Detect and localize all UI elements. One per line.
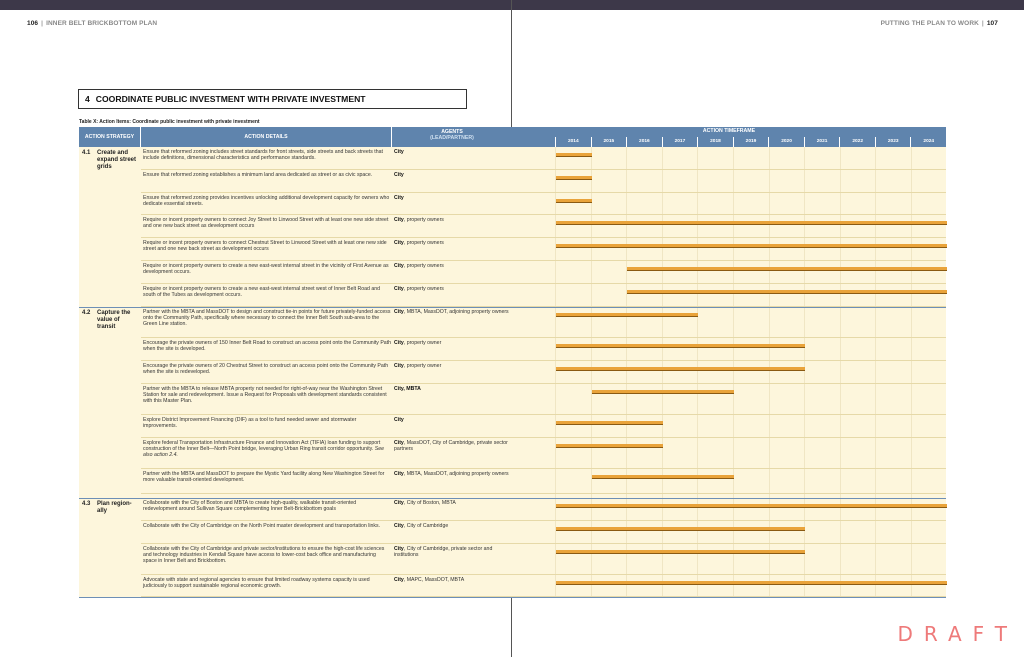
action-agents bbox=[394, 500, 512, 506]
action-agents bbox=[394, 195, 512, 201]
timeframe-year-2020: 2020 bbox=[768, 137, 804, 147]
timeframe-bar bbox=[627, 267, 947, 271]
table-bottom-rule bbox=[79, 597, 946, 598]
action-agents bbox=[394, 217, 512, 223]
left-page-title: INNER BELT BRICKBOTTOM PLAN bbox=[46, 20, 158, 27]
timeframe-bar bbox=[556, 504, 947, 508]
agent-lead: City bbox=[394, 500, 404, 506]
draft-watermark: DRAFT bbox=[897, 622, 1018, 646]
timeframe-year-2023: 2023 bbox=[875, 137, 911, 147]
action-agents bbox=[394, 172, 512, 178]
action-agents bbox=[394, 340, 512, 346]
top-bar bbox=[0, 0, 1024, 10]
action-row bbox=[141, 338, 946, 361]
agent-lead: City bbox=[394, 217, 404, 223]
action-row bbox=[141, 544, 946, 575]
timeframe-year-2021: 2021 bbox=[804, 137, 840, 147]
timeframe-bar bbox=[556, 199, 592, 203]
action-row bbox=[141, 384, 946, 415]
action-row bbox=[141, 498, 946, 521]
action-details: Partner with the MBTA and MassDOT to prepare the Mystic Yard facility along New Washington Street for more valuable transit-oriented development. bbox=[143, 471, 385, 484]
agent-lead: City bbox=[394, 240, 404, 246]
agent-lead: City bbox=[394, 149, 404, 155]
timeframe-bar bbox=[556, 344, 805, 348]
timeframe-bar bbox=[592, 475, 734, 479]
agent-partners: , property owners bbox=[403, 240, 444, 246]
agent-partners: , property owners bbox=[403, 286, 444, 292]
action-agents bbox=[394, 309, 512, 315]
col-header-timeframe bbox=[512, 127, 946, 147]
action-row bbox=[141, 147, 946, 170]
running-header-left: 106 | INNER BELT BRICKBOTTOM PLAN bbox=[27, 20, 158, 27]
action-row bbox=[141, 469, 946, 494]
action-agents bbox=[394, 417, 512, 423]
strategy-separator bbox=[79, 498, 946, 499]
agent-lead: City, MBTA bbox=[394, 386, 421, 392]
action-row bbox=[141, 521, 946, 544]
action-details: Encourage the private owners of 150 Inner Belt Road to construct an access point onto the Community Path when the site is developed. bbox=[143, 340, 391, 353]
agent-lead: City bbox=[394, 340, 404, 346]
action-agents bbox=[394, 440, 512, 452]
timeframe-bar bbox=[627, 290, 947, 294]
action-row bbox=[141, 575, 946, 597]
timeframe-bar bbox=[556, 550, 805, 554]
agent-lead: City bbox=[394, 363, 404, 369]
col-header-agents-label: AGENTS bbox=[441, 129, 463, 135]
agent-partners: , property owners bbox=[403, 263, 444, 269]
action-details: Require or incent property owners to connect Chestnut Street to Linwood Street with at least one new side street and one new back street as development occurs bbox=[143, 240, 387, 253]
action-details: Collaborate with the City of Boston and MBTA to create high-quality, walkable transit-oriented redevelopment around Sullivan Square complementing Inner Belt-Brickbottom goals bbox=[143, 500, 357, 513]
strategy-number: 4.3 bbox=[82, 501, 91, 507]
timeframe-bar bbox=[556, 444, 663, 448]
strategy-number: 4.1 bbox=[82, 150, 91, 156]
action-details: Partner with the MBTA to release MBTA property not needed for right-of-way near the Washington Street Station for sale and redevelopment. Issue a Request for Proposals with development standards consistent with this Master Plan. bbox=[143, 386, 387, 405]
action-row bbox=[141, 307, 946, 338]
right-page-title: PUTTING THE PLAN TO WORK bbox=[880, 20, 979, 27]
action-agents bbox=[394, 471, 512, 477]
action-agents bbox=[394, 577, 512, 583]
timeframe-bar bbox=[556, 244, 947, 248]
action-row bbox=[141, 261, 946, 284]
agent-lead: City bbox=[394, 286, 404, 292]
left-page-number: 106 bbox=[27, 20, 39, 27]
agent-partners: , property owner bbox=[403, 363, 442, 369]
timeframe-year-2018: 2018 bbox=[697, 137, 733, 147]
action-row bbox=[141, 215, 946, 238]
action-agents bbox=[394, 286, 512, 292]
timeframe-bar bbox=[556, 527, 805, 531]
timeframe-year-2017: 2017 bbox=[662, 137, 698, 147]
action-details: Ensure that reformed zoning provides incentives unlocking additional development capacity for owners who dedicate essential streets. bbox=[143, 195, 390, 208]
action-row bbox=[141, 415, 946, 438]
agent-lead: City bbox=[394, 195, 404, 201]
timeframe-year-2024: 2024 bbox=[910, 137, 946, 147]
action-details: Explore federal Transportation Infrastructure Finance and Innovation Act (TIFIA) loan funding to support construction of the Inner Belt—North Point bridge, leveraging Urban Ring transit corridor opportunity. See also action 2.4. bbox=[143, 440, 384, 459]
col-header-agents-sub: (LEAD/PARTNER) bbox=[430, 135, 474, 141]
action-row bbox=[141, 170, 946, 193]
timeframe-year-2016: 2016 bbox=[626, 137, 662, 147]
timeframe-bar bbox=[556, 581, 947, 585]
action-agents bbox=[394, 386, 512, 392]
timeframe-year-2022: 2022 bbox=[839, 137, 875, 147]
action-details: Advocate with state and regional agencies to ensure that limited roadway systems capacity is used judiciously to support sustainable regional economic growth. bbox=[143, 577, 370, 590]
action-row bbox=[141, 438, 946, 469]
agent-partners: , City of Boston, MBTA bbox=[403, 500, 456, 506]
col-header-agents bbox=[392, 127, 512, 147]
agent-lead: City bbox=[394, 263, 404, 269]
agent-lead: City bbox=[394, 417, 404, 423]
agent-partners: , City of Cambridge, private sector and institutions bbox=[394, 546, 493, 559]
action-details-note: See also action 2.4. bbox=[143, 446, 384, 459]
action-row bbox=[141, 361, 946, 384]
action-details: Require or incent property owners to connect Joy Street to Linwood Street with at least one new side street and one new back street as development occurs bbox=[143, 217, 389, 230]
action-details: Partner with the MBTA and MassDOT to design and construct tie-in points for future privately-funded access onto the Community Path, specifically where necessary to connect the Inner Belt South sub-area to the Green Line station. bbox=[143, 309, 391, 328]
col-header-strategy: ACTION STRATEGY bbox=[79, 127, 140, 147]
action-details: Ensure that reformed zoning includes street standards for front streets, side streets and back streets that include definitions, dimensional characteristics and performance standards. bbox=[143, 149, 383, 162]
agent-partners: , MBTA, MassDOT, adjoining property owners bbox=[403, 471, 509, 477]
agent-lead: City bbox=[394, 309, 404, 315]
agent-partners: , MassDOT, City of Cambridge, private sector partners bbox=[394, 440, 508, 453]
section-title-box bbox=[78, 89, 467, 109]
timeframe-year-2014: 2014 bbox=[555, 137, 591, 147]
strategy-name: Create and expand street grids bbox=[97, 150, 137, 170]
action-details: Ensure that reformed zoning establishes a minimum land area dedicated as street or as civic space. bbox=[143, 172, 373, 178]
timeframe-bar bbox=[556, 153, 592, 157]
agent-lead: City bbox=[394, 172, 404, 178]
agent-partners: , City of Cambridge bbox=[403, 523, 449, 529]
action-details: Require or incent property owners to create a new east-west internal street west of Inner Belt Road and south of the Tubes as development occurs. bbox=[143, 286, 381, 299]
action-details: Encourage the private owners of 20 Chestnut Street to construct an access point onto the Community Path when the site is redeveloped. bbox=[143, 363, 389, 376]
strategy-number: 4.2 bbox=[82, 310, 91, 316]
action-agents bbox=[394, 546, 512, 558]
strategy-name: Capture the value of transit bbox=[97, 310, 131, 330]
action-details: Require or incent property owners to create a new east-west internal street in the vicinity of First Avenue as development occurs. bbox=[143, 263, 389, 276]
action-row bbox=[141, 238, 946, 261]
col-header-timeframe-label: ACTION TIMEFRAME bbox=[702, 128, 756, 134]
timeframe-years bbox=[555, 137, 946, 147]
agent-partners: , MBTA, MassDOT, adjoining property owners bbox=[403, 309, 509, 315]
action-agents bbox=[394, 240, 512, 246]
timeframe-year-2015: 2015 bbox=[591, 137, 627, 147]
action-details: Collaborate with the City of Cambridge and private sector/institutions to ensure the high-cost life sciences and technology industries in Kendall Square have access to lower-cost back office and manufacturing space in Inner Belt and Brickbottom. bbox=[143, 546, 385, 565]
running-header-right: PUTTING THE PLAN TO WORK | 107 bbox=[880, 20, 998, 27]
timeframe-bar bbox=[556, 313, 698, 317]
timeframe-bar bbox=[592, 390, 734, 394]
agent-lead: City bbox=[394, 440, 404, 446]
agent-lead: City bbox=[394, 523, 404, 529]
action-agents bbox=[394, 263, 512, 269]
section-title: COORDINATE PUBLIC INVESTMENT WITH PRIVATE INVESTMENT bbox=[95, 94, 366, 104]
timeframe-bar bbox=[556, 176, 592, 180]
action-details: Collaborate with the City of Cambridge on the North Point master development and transportation links. bbox=[143, 523, 381, 529]
agent-lead: City bbox=[394, 577, 404, 583]
action-row bbox=[141, 284, 946, 307]
strategy-separator bbox=[79, 307, 946, 308]
table-caption: Table X: Action Items: Coordinate public investment with private investment bbox=[79, 119, 260, 125]
timeframe-bar bbox=[556, 221, 947, 225]
agent-partners: , MAPC, MassDOT, MBTA bbox=[403, 577, 465, 583]
timeframe-bar bbox=[556, 421, 663, 425]
timeframe-year-2019: 2019 bbox=[733, 137, 769, 147]
agent-partners: , property owner bbox=[403, 340, 442, 346]
agent-partners: , property owners bbox=[403, 217, 444, 223]
timeframe-bar bbox=[556, 367, 805, 371]
action-details: Explore District Improvement Financing (DIF) as a tool to fund needed sewer and stormwater improvements. bbox=[143, 417, 357, 430]
section-number: 4 bbox=[85, 94, 90, 104]
col-header-details: ACTION DETAILS bbox=[141, 127, 391, 147]
action-agents bbox=[394, 523, 512, 529]
action-agents bbox=[394, 149, 512, 155]
agent-lead: City bbox=[394, 546, 404, 552]
right-page-number: 107 bbox=[986, 20, 998, 27]
action-agents bbox=[394, 363, 512, 369]
action-row bbox=[141, 193, 946, 215]
strategy-name: Plan region-ally bbox=[97, 501, 132, 514]
agent-lead: City bbox=[394, 471, 404, 477]
